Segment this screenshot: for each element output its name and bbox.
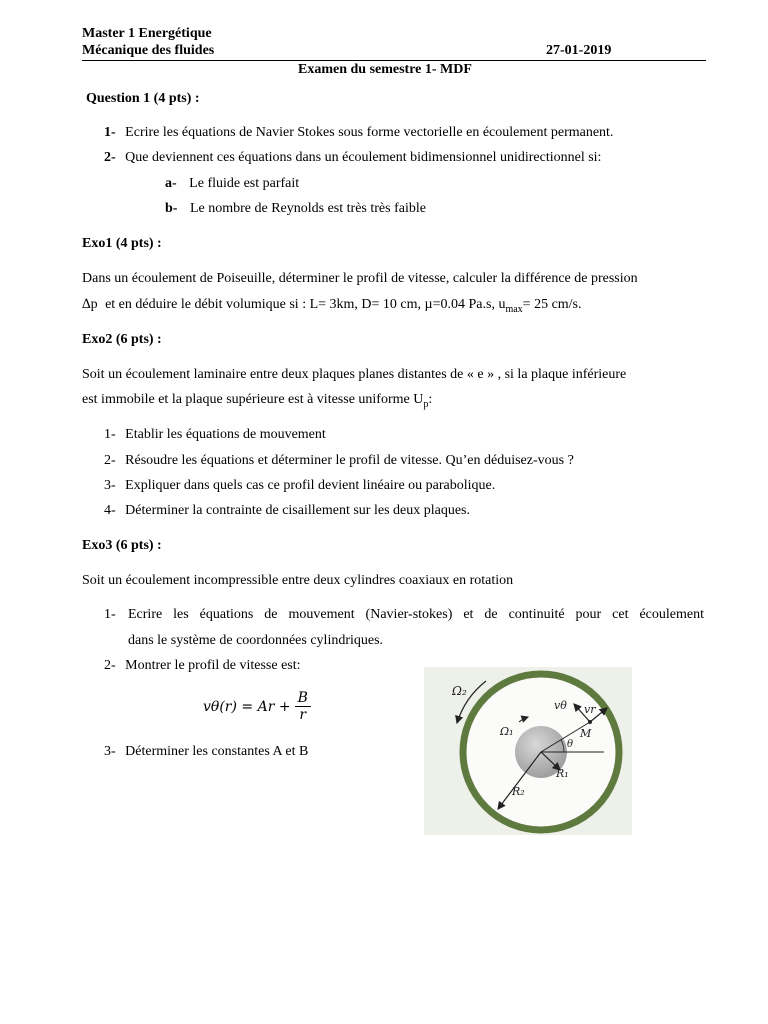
cylinders-diagram bbox=[424, 667, 632, 835]
exo2-item-1 bbox=[104, 427, 326, 443]
q1-subitem-a-letter: a- bbox=[165, 176, 177, 191]
exo2-item-2-text: Résoudre les équations et déterminer le profil de vitesse. Qu’en déduisez-vous ? bbox=[125, 453, 574, 468]
exo2-intro-line-1: Soit un écoulement laminaire entre deux plaques planes distantes de « e » , si la plaque inférieure bbox=[82, 367, 627, 382]
header-rule bbox=[82, 60, 706, 61]
exo2-item-4-text: Déterminer la contrainte de cisaillement sur les deux plaques. bbox=[125, 503, 470, 518]
q1-subitem-a bbox=[165, 176, 299, 192]
vtheta-label: vθ bbox=[554, 699, 567, 712]
up-subscript: p bbox=[423, 398, 429, 410]
exo3-item-2-number: 2- bbox=[104, 658, 116, 673]
q1-subitem-b-letter: b- bbox=[165, 201, 178, 216]
exo1-line-2 bbox=[82, 297, 582, 315]
exo2-title: Exo2 (6 pts) : bbox=[82, 332, 162, 347]
omega1-label: Ω₁ bbox=[500, 725, 514, 738]
q1-item-2 bbox=[104, 150, 601, 166]
point-m bbox=[588, 720, 592, 724]
exo2-item-1-text: Etablir les équations de mouvement bbox=[125, 427, 326, 442]
exo3-intro: Soit un écoulement incompressible entre deux cylindres coaxiaux en rotation bbox=[82, 573, 514, 588]
formula-fraction bbox=[295, 690, 311, 723]
point-m-label: M bbox=[580, 727, 592, 740]
exo2-intro-colon: : bbox=[428, 392, 433, 407]
exo3-item-1-line-2: dans le système de coordonnées cylindriques. bbox=[128, 633, 384, 648]
exo2-item-4 bbox=[104, 503, 470, 519]
delta-p: ∆p bbox=[82, 297, 98, 312]
exo2-item-3 bbox=[104, 478, 495, 494]
exo1-line-2-text: et en déduire le débit volumique si : L= 3km, D= 10 cm, bbox=[105, 297, 422, 312]
exo2-item-2 bbox=[104, 453, 574, 469]
exam-title: Examen du semestre 1- MDF bbox=[298, 62, 472, 77]
exo3-item-1-number: 1- bbox=[104, 607, 116, 622]
exo3-item-3 bbox=[104, 744, 308, 760]
formula-denominator: r bbox=[299, 707, 307, 723]
exo2-item-1-number: 1- bbox=[104, 427, 116, 442]
q1-item-1-number: 1- bbox=[104, 125, 116, 140]
q1-item-2-text: Que deviennent ces équations dans un écoulement bidimensionnel unidirectionnel si: bbox=[125, 150, 602, 165]
question1-title: Question 1 (4 pts) : bbox=[86, 91, 200, 106]
q1-item-2-number: 2- bbox=[104, 150, 116, 165]
q1-subitem-b bbox=[165, 201, 426, 217]
exo3-item-3-number: 3- bbox=[104, 744, 116, 759]
exo2-item-3-number: 3- bbox=[104, 478, 116, 493]
theta-label: θ bbox=[567, 739, 574, 750]
exo3-title: Exo3 (6 pts) : bbox=[82, 538, 162, 553]
vr-label: vr bbox=[584, 703, 596, 716]
formula-lhs: vθ(r) = Ar + bbox=[203, 698, 291, 715]
exo1-line-1: Dans un écoulement de Poiseuille, déterminer le profil de vitesse, calculer la différence de pression bbox=[82, 271, 638, 286]
exo2-intro-line-2 bbox=[82, 392, 432, 410]
q1-item-1-text: Ecrire les équations de Navier Stokes sous forme vectorielle en écoulement permanent. bbox=[125, 125, 614, 140]
exo3-item-2-text: Montrer le profil de vitesse est: bbox=[125, 658, 301, 673]
exo3-item-1-line-1: Ecrire les équations de mouvement (Navier-stokes) et de continuité pour cet écoulement bbox=[128, 607, 704, 622]
q1-subitem-b-text: Le nombre de Reynolds est très très faible bbox=[189, 201, 426, 216]
exo2-intro-line-2-text: est immobile et la plaque supérieure est à vitesse uniforme U bbox=[82, 392, 424, 407]
umax-subscript: max bbox=[505, 303, 523, 315]
exam-date: 27-01-2019 bbox=[546, 43, 612, 58]
formula-numerator: B bbox=[295, 690, 311, 707]
program-title: Master 1 Energétique bbox=[82, 26, 212, 41]
exo2-item-4-number: 4- bbox=[104, 503, 116, 518]
course-title: Mécanique des fluides bbox=[82, 43, 215, 58]
exo1-viscosity: µ=0.04 Pa.s, u bbox=[424, 297, 506, 312]
exo3-item-3-text: Déterminer les constantes A et B bbox=[125, 744, 309, 759]
exo2-item-3-text: Expliquer dans quels cas ce profil devient linéaire ou parabolique. bbox=[125, 478, 496, 493]
r1-label: R₁ bbox=[556, 767, 569, 780]
q1-subitem-a-text: Le fluide est parfait bbox=[189, 176, 300, 191]
velocity-formula bbox=[203, 690, 311, 723]
exo1-title: Exo1 (4 pts) : bbox=[82, 236, 162, 251]
q1-item-1 bbox=[104, 125, 613, 141]
omega2-label: Ω₂ bbox=[452, 684, 467, 698]
exo1-velocity: = 25 cm/s. bbox=[522, 297, 582, 312]
exo2-item-2-number: 2- bbox=[104, 453, 116, 468]
exo3-item-2 bbox=[104, 658, 301, 674]
coaxial-cylinders-figure bbox=[424, 667, 632, 835]
r2-label: R₂ bbox=[512, 785, 525, 798]
